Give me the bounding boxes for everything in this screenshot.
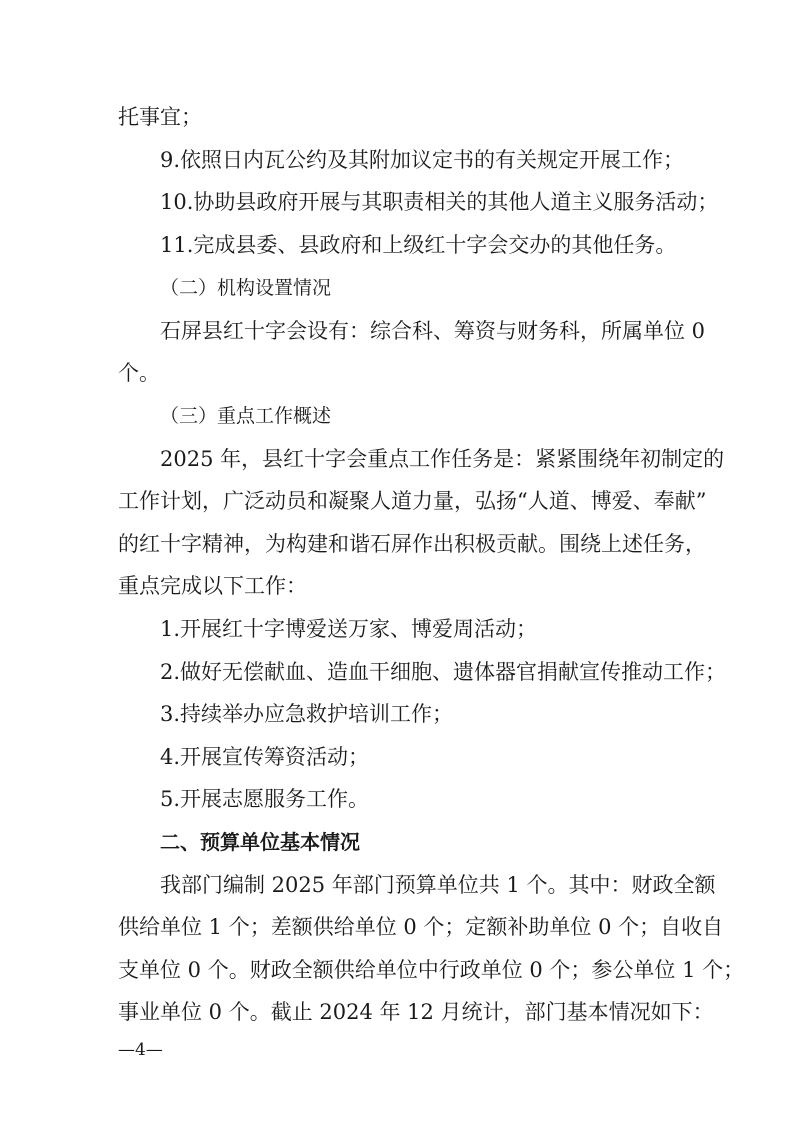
list-item: 2.做好无偿献血、造血干细胞、遗体器官捐献宣传推动工作；: [160, 660, 727, 684]
paragraph-line: 供给单位 1 个；差额供给单位 0 个；定额补助单位 0 个；自收自: [118, 915, 724, 939]
paragraph-line: 工作计划，广泛动员和凝聚人道力量，弘扬“人道、博爱、奉献”: [118, 489, 707, 513]
paragraph-line: 个。: [118, 361, 160, 385]
list-item: 1.开展红十字博爱送万家、博爱周活动；: [160, 617, 538, 641]
page-number: —4—: [118, 1040, 163, 1060]
paragraph-line: 重点完成以下工作：: [118, 574, 307, 598]
list-item: 5.开展志愿服务工作。: [160, 787, 370, 811]
list-item: 3.持续举办应急救护培训工作；: [160, 702, 454, 726]
list-item: 11.完成县委、县政府和上级红十字会交办的其他任务。: [160, 233, 677, 257]
section-subheading: （二）机构设置情况: [160, 277, 332, 299]
list-item: 10.协助县政府开展与其职责相关的其他人道主义服务活动；: [160, 190, 719, 214]
list-item: 9.依照日内瓦公约及其附加议定书的有关规定开展工作；: [160, 148, 685, 172]
section-heading: 二、预算单位基本情况: [160, 830, 360, 854]
paragraph-line: 事业单位 0 个。截止 2024 年 12 月统计，部门基本情况如下：: [118, 1000, 714, 1024]
list-item: 4.开展宣传筹资活动；: [160, 745, 370, 769]
paragraph-line: 石屏县红十字会设有：综合科、筹资与财务科，所属单位 0: [160, 319, 706, 343]
paragraph-line: 2025 年，县红十字会重点工作任务是：紧紧围绕年初制定的: [160, 447, 725, 471]
section-subheading: （三）重点工作概述: [160, 405, 332, 427]
text-line: 托事宜；: [118, 105, 202, 129]
paragraph-line: 支单位 0 个。财政全额供给单位中行政单位 0 个；参公单位 1 个；: [118, 958, 745, 982]
paragraph-line: 的红十字精神，为构建和谐石屏作出积极贡献。围绕上述任务，: [118, 532, 706, 556]
paragraph-line: 我部门编制 2025 年部门预算单位共 1 个。其中：财政全额: [160, 873, 716, 897]
